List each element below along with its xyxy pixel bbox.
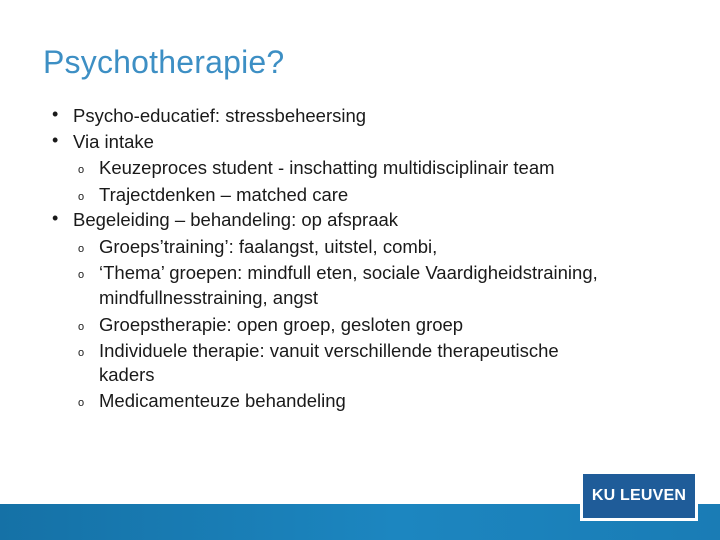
ku-leuven-logo: KU LEUVEN [580,471,698,521]
sub-bullet-marker: o [78,269,85,281]
sub-bullet-marker: o [78,347,85,359]
list-item-line: ‘Thema’ groepen: mindfull eten, sociale Vaardigheidstraining, [99,262,598,283]
bullet-marker: • [52,208,59,228]
list-item: Psycho-educatief: stressbeheersing [73,105,367,126]
list-item: Groepstherapie: open groep, gesloten groep [99,314,464,335]
list-item: Medicamenteuze behandeling [99,390,346,411]
sub-bullet-marker: o [78,397,85,409]
sub-bullet-marker: o [78,164,85,176]
list-item: Trajectdenken – matched care [99,184,349,205]
list-item-line: Individuele therapie: vanuit verschillende therapeutische [99,340,559,361]
bullet-marker: • [52,130,59,150]
list-item: Begeleiding – behandeling: op afspraak [73,209,399,230]
slide-title: Psychotherapie? [43,44,285,80]
list-item-line: kaders [99,364,155,385]
sub-bullet-marker: o [78,191,85,203]
list-item-line: mindfullnesstraining, angst [99,287,319,308]
list-item: Keuzeproces student - inschatting multidisciplinair team [99,157,555,178]
bullet-marker: • [52,104,59,124]
sub-bullet-marker: o [78,321,85,333]
list-item: Via intake [73,131,154,152]
list-item: Groeps’training’: faalangst, uitstel, combi, [99,236,438,257]
sub-bullet-marker: o [78,243,85,255]
